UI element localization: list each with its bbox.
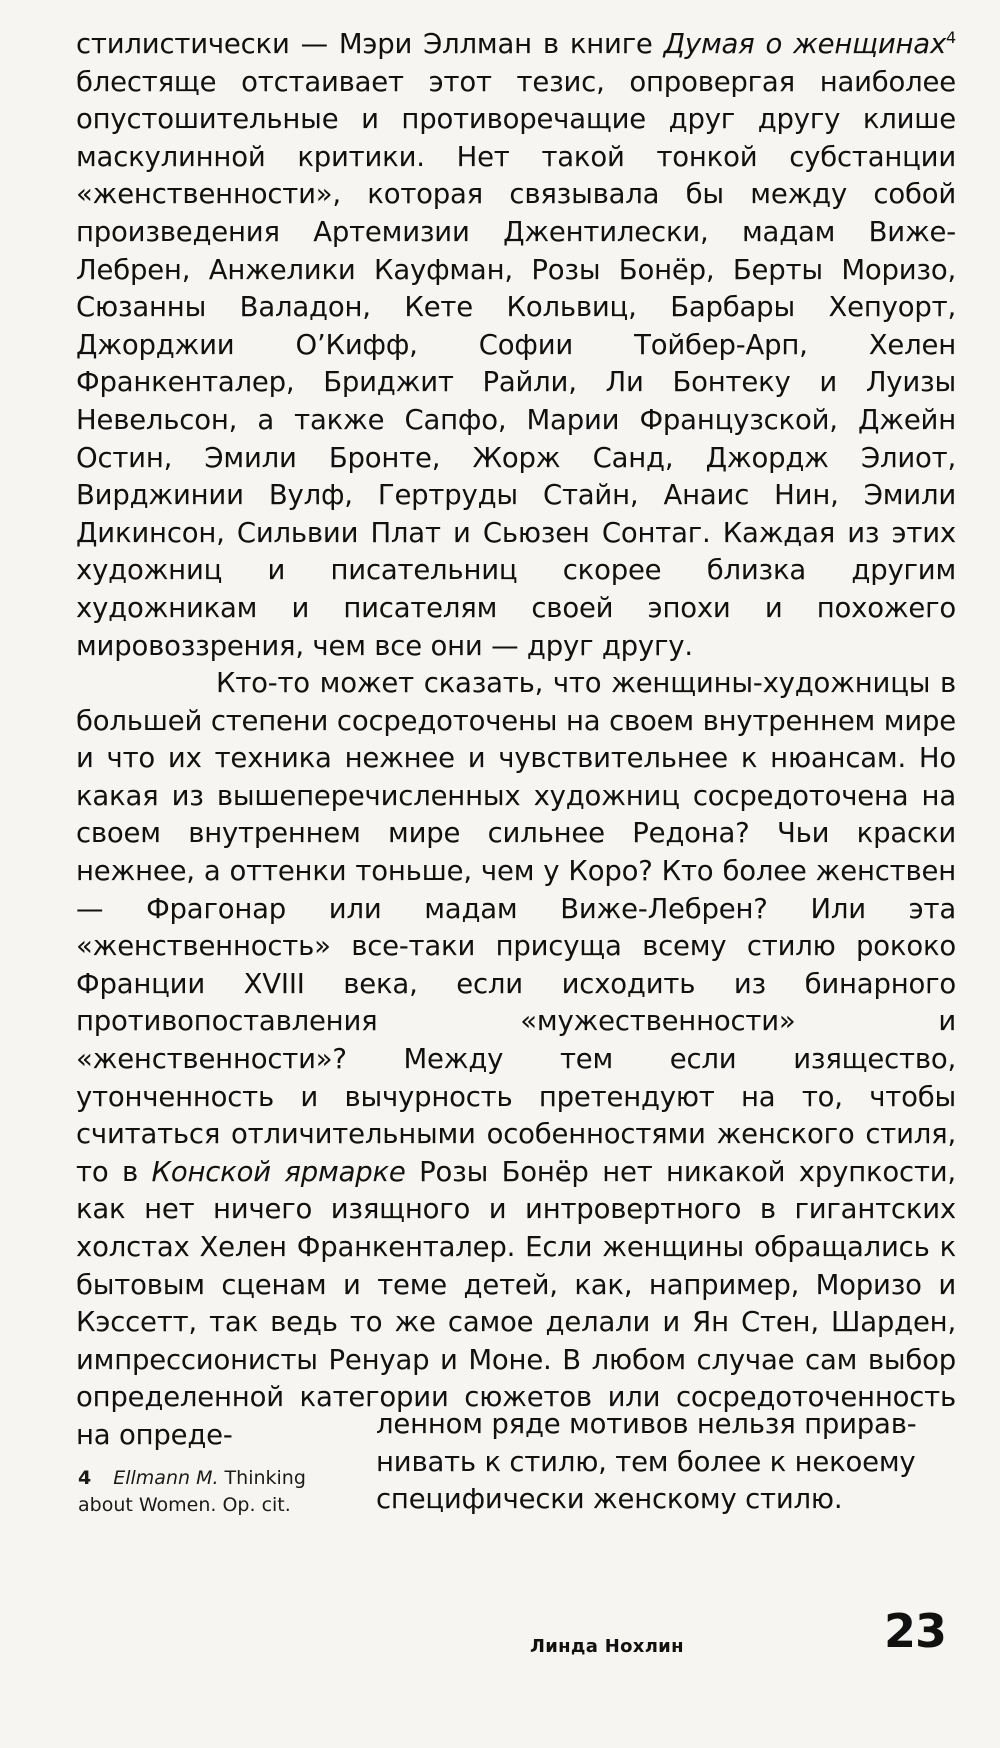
tail-line-1: ленном ряде мотивов нельзя прирав- <box>376 1408 917 1440</box>
tail-line-3: специфически женскому стилю. <box>376 1483 843 1516</box>
footnote-number: 4 <box>78 1467 92 1489</box>
book-title-thinking-about-women: Думая о женщинах <box>663 28 947 60</box>
artwork-title-horse-fair: Конской ярмарке <box>151 1155 406 1188</box>
footnote-title-line-1: Thinking <box>218 1467 306 1489</box>
running-footer-author: Линда Нохлин <box>530 1636 684 1657</box>
paragraph-1 <box>76 26 956 665</box>
paragraph-2 <box>76 665 956 1454</box>
main-text-block <box>76 26 956 1455</box>
footnote-title-line-2: about Women. Op. cit. <box>78 1494 291 1516</box>
paragraph-1-body: блестяще отстаивает этот тезис, опровергая наиболее опустошительные и противоречащие друг другу клише маскулинной критики. Нет такой тонкой субстанции «женственности», которая связывала бы между собой произведения Артемизии Джентилески, мадам Виже-Лебрен, Анжелики Кауфман, Розы Бонёр, Берты Моризо, Сюзанны Валадон, Кете Кольвиц, Барбары Хепуорт, Джорджии О’Кифф, Софии Тойбер-Арп, Хелен Франкенталер, Бриджит Райли, Ли Бонтеку и Луизы Невельсон, а также Сапфо, Марии Французской, Джейн Остин, Эмили Бронте, Жорж Санд, Джордж Элиот, Вирджинии Вулф, Гертруды Стайн, Анаис Нин, Эмили Дикинсон, Сильвии Плат и Сьюзен Сонтаг. Каждая из этих художниц и писательниц скорее близка другим художникам и писателям своей эпохи и похожего мировоззрения, чем все они — друг другу. <box>76 65 956 662</box>
footnote-ref-4[interactable]: 4 <box>946 27 957 47</box>
page-number: 23 <box>884 1604 947 1658</box>
tail-line-2: нивать к стилю, тем более к некоему <box>376 1445 916 1478</box>
footnote-author: Ellmann M. <box>113 1467 219 1489</box>
paragraph-2-part-2: Розы Бонёр нет никакой хрупкости, как нет ничего изящного и интровертного в гигантских холстах Хелен Франкенталер. Если женщины обращались к бытовым сценам и теме детей, как, например, Моризо и Кэссетт, так ведь то же самое делали и Ян Стен, Шарден, импрессионисты Ренуар и Моне. В любом случае сам выбор определенной категории сюжетов или сосредоточенность на опреде- <box>76 1155 956 1451</box>
paragraph-1-lead: стилистически — Мэри Эллман в книге <box>76 28 664 60</box>
paragraph-2-part-1: Кто-то может сказать, что женщины-художницы в большей степени сосредоточены на своем внутреннем мире и что их техника нежнее и чувствительнее к нюансам. Но какая из вышеперечисленных художниц сосредоточена на своем внутреннем мире сильнее Редона? Чьи краски нежнее, а оттенки тоньше, чем у Коро? Кто более женствен — Фрагонар или мадам Виже-Лебрен? Или эта «женственность» все-таки присуща всему стилю рококо Франции XVIII века, если исходить из бинарного противопоставления «мужественности» и «женственности»? Между тем если изящество, утонченность и вычурность претендуют на то, чтобы считаться отличительными особенностями женского стиля, то в <box>76 667 956 1188</box>
footnote-4 <box>78 1465 358 1519</box>
paragraph-2-tail <box>376 1406 956 1519</box>
